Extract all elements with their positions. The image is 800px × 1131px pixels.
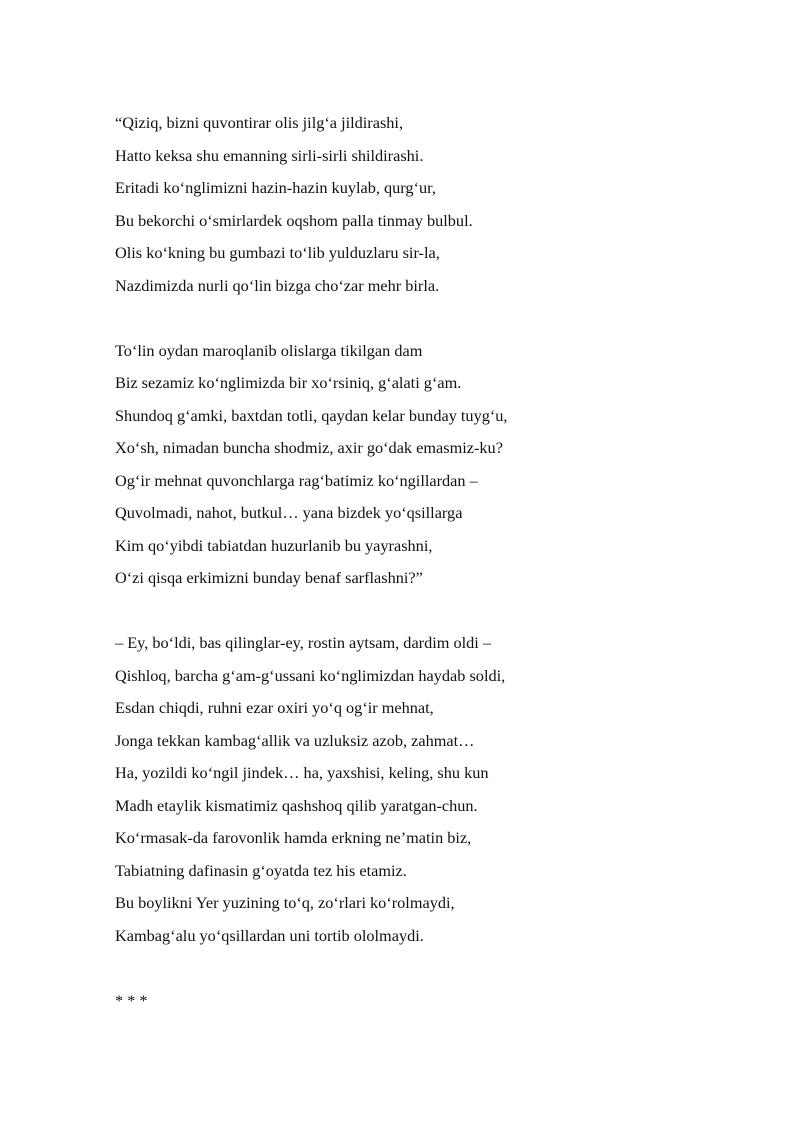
poem-line: Madh etaylik kismatimiz qashshoq qilib yaratgan-chun. (115, 795, 478, 815)
poem-line: Eritadi ko‘nglimizni hazin-hazin kuylab, qurg‘ur, (115, 178, 436, 197)
document-page (115, 107, 755, 1017)
stanza-2 (115, 335, 755, 595)
poem-line: Bu bekorchi o‘smirlardek oqshom palla tinmay bulbul. (115, 210, 473, 230)
poem-line: – Ey, bo‘ldi, bas qilinglar-ey, rostin aytsam, dardim oldi – (115, 633, 492, 652)
poem-line: Bu boylikni Yer yuzining to‘q, zo‘rlari ko‘rolmaydi, (115, 893, 455, 912)
poem-line: Kim qo‘yibdi tabiatdan huzurlanib bu yayrashni, (115, 535, 433, 555)
asterism-separator: * * * (115, 990, 148, 1010)
poem-line: Shundoq g‘amki, baxtdan totli, qaydan kelar bunday tuyg‘u, (115, 405, 508, 425)
stanza-1 (115, 107, 755, 302)
poem-line: Esdan chiqdi, ruhni ezar oxiri yo‘q og‘ir mehnat, (115, 698, 434, 717)
section-separator (115, 985, 755, 1018)
poem-line: Biz sezamiz ko‘nglimizda bir xo‘rsiniq, g‘alati g‘am. (115, 373, 462, 392)
poem-line: Nazdimizda nurli qo‘lin bizga cho‘zar mehr birla. (115, 275, 440, 295)
stanza-3 (115, 627, 755, 952)
poem-line: Xo‘sh, nimadan buncha shodmiz, axir go‘dak emasmiz-ku? (115, 438, 503, 457)
poem-line: Qishloq, barcha g‘am-g‘ussani ko‘nglimizdan haydab soldi, (115, 665, 506, 685)
poem-line: O‘zi qisqa erkimizni bunday benaf sarflashni?” (115, 568, 423, 587)
poem-line: Kambag‘alu yo‘qsillardan uni tortib ololmaydi. (115, 925, 424, 945)
poem-line: Quvolmadi, nahot, butkul… yana bizdek yo‘qsillarga (115, 503, 463, 522)
poem-line: “Qiziq, bizni quvontirar olis jilg‘a jildirashi, (115, 113, 404, 132)
stanza-gap (115, 595, 755, 628)
poem-line: Ha, yozildi ko‘ngil jindek… ha, yaxshisi, keling, shu kun (115, 763, 489, 782)
poem-line: Jonga tekkan kambag‘allik va uzluksiz azob, zahmat… (115, 730, 475, 750)
poem-line: Hatto keksa shu emanning sirli-sirli shildirashi. (115, 145, 424, 165)
stanza-gap (115, 302, 755, 335)
stanza-gap (115, 952, 755, 985)
poem-line: Olis ko‘kning bu gumbazi to‘lib yulduzlaru sir-la, (115, 243, 440, 262)
poem-line: Og‘ir mehnat quvonchlarga rag‘batimiz ko‘ngillardan – (115, 470, 478, 490)
poem-line: Ko‘rmasak-da farovonlik hamda erkning ne’matin biz, (115, 828, 472, 847)
poem-line: To‘lin oydan maroqlanib olislarga tikilgan dam (115, 340, 423, 360)
poem-line: Tabiatning dafinasin g‘oyatda tez his etamiz. (115, 860, 407, 880)
